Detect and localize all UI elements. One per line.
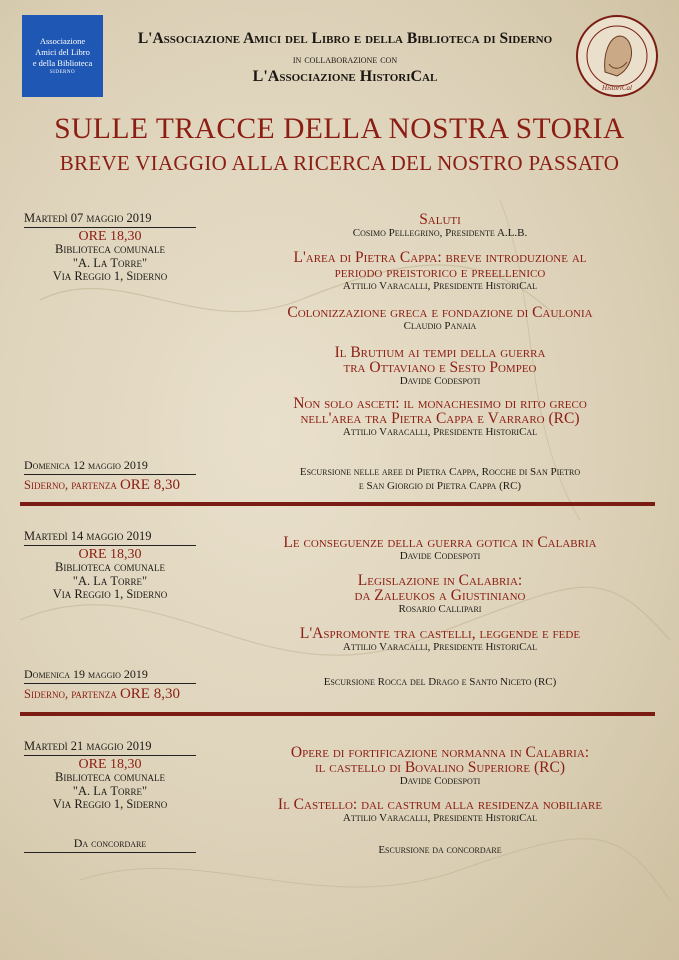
session-3-venue-1: Biblioteca comunale [55,770,165,784]
talk-4-title-1: Il Brutium ai tempi della guerra [334,344,546,361]
talk-5-speaker: Attilio Varacalli, Presidente HistoriCal [342,426,538,438]
excursion-3-desc-1: Escursione da concordare [378,844,502,856]
talk-9-title-1: Opere di fortificazione normanna in Calabria: [290,744,590,761]
session-1-venue-3: Via Reggio 1, Siderno [52,269,168,283]
session-2-time: ORE 18,30 [78,546,142,562]
talk-5-title-1: Non solo asceti: il monachesimo di rito greco [293,395,587,412]
talk-7 [210,573,670,616]
talk-6-speaker: Davide Codespoti [399,550,481,562]
session-2-venue-1: Biblioteca comunale [55,560,165,574]
session-1-time: ORE 18,30 [78,228,142,244]
poster-subtitle: BREVE VIAGGIO ALLA RICERCA DEL NOSTRO PASSATO [59,151,620,175]
talk-4-title-2: tra Ottaviano e Sesto Pompeo [343,359,537,376]
excursion-1-time: ORE 8,30 [119,477,180,493]
session-2-info [24,530,196,602]
talk-3-title: Colonizzazione greca e fondazione di Caulonia [287,304,593,321]
logo-line-1: Associazione [39,36,86,46]
session-2-venue-2: "A. La Torre" [72,573,148,588]
talk-1 [210,212,670,240]
section-divider-1 [20,502,655,506]
talk-4 [210,345,670,388]
excursion-3-info [24,836,196,855]
session-2-date: Martedì 14 maggio 2019 [24,530,196,546]
excursion-3-date: Da concordare [24,836,196,853]
session-3-venue-2: "A. La Torre" [72,783,148,798]
excursion-2-place: Siderno, partenza [24,687,117,701]
talk-10 [210,797,670,825]
talk-3 [210,305,670,333]
logo-line-2: Amici del Libro [35,47,90,57]
logo-line-3: e della Biblioteca [32,58,93,68]
talk-7-title-2: da Zaleukos a Giustiniano [354,587,526,604]
svg-text:HistoriCal: HistoriCal [602,84,632,92]
header-line-2: in collaborazione con [292,52,398,66]
excursion-1-desc-2: e San Giorgio di Pietra Cappa (RC) [358,480,522,492]
excursion-2-desc [210,675,670,689]
session-1-date: Martedì 07 maggio 2019 [24,212,196,228]
talk-4-speaker: Davide Codespoti [399,375,481,387]
excursion-1-desc [210,465,670,493]
session-2-venue-3: Via Reggio 1, Siderno [52,587,168,601]
excursion-1-date: Domenica 12 maggio 2019 [24,458,196,475]
section-divider-2 [20,712,655,716]
talk-2-title-2: periodo preistorico e preellenico [334,264,546,281]
header-line-1: L'Associazione Amici del Libro e della Biblioteca di Siderno [137,30,553,47]
alb-logo [22,15,103,97]
excursion-2-info [24,667,196,703]
header-line-3: L'Associazione HistoriCal [252,68,438,85]
excursion-2-date: Domenica 19 maggio 2019 [24,667,196,684]
talk-1-title: Saluti [419,211,461,228]
talk-5-title-2: nell'area tra Pietra Cappa e Varraro (RC) [300,410,580,427]
talk-9 [210,745,670,788]
talk-7-speaker: Rosario Callipari [398,603,482,615]
excursion-1-place: Siderno, partenza [24,478,117,492]
session-1-venue-2: "A. La Torre" [72,255,148,270]
talk-9-speaker: Davide Codespoti [399,775,481,787]
excursion-1-desc-1: Escursione nelle aree di Pietra Cappa, Rocche di San Pietro [299,466,581,478]
talk-2 [210,250,670,293]
talk-3-speaker: Claudio Panaia [403,320,477,332]
historical-seal-logo [575,14,659,98]
talk-10-speaker: Attilio Varacalli, Presidente HistoriCal [342,812,538,824]
excursion-2-desc-1: Escursione Rocca del Drago e Santo Niceto (RC) [323,676,557,688]
session-1-venue-1: Biblioteca comunale [55,242,165,256]
logo-line-4: SIDERNO [49,70,76,75]
session-3-time: ORE 18,30 [78,756,142,772]
talk-5 [210,396,670,439]
talk-6 [210,535,670,563]
talk-9-title-2: il castello di Bovalino Superiore (RC) [314,759,565,776]
talk-2-speaker: Attilio Varacalli, Presidente HistoriCal [342,280,538,292]
talk-8-title: L'Aspromonte tra castelli, leggende e fede [299,625,581,642]
excursion-1-info [24,458,196,494]
talk-8 [210,626,670,654]
talk-2-title-1: L'area di Pietra Cappa: breve introduzione al [293,249,587,266]
talk-10-title: Il Castello: dal castrum alla residenza nobiliare [277,796,603,813]
session-1-info [24,212,196,284]
session-3-info [24,740,196,812]
session-3-date: Martedì 21 maggio 2019 [24,740,196,756]
excursion-3-desc [210,843,670,857]
talk-8-speaker: Attilio Varacalli, Presidente HistoriCal [342,641,538,653]
session-3-venue-3: Via Reggio 1, Siderno [52,797,168,811]
excursion-2-time: ORE 8,30 [119,686,180,702]
talk-1-speaker: Cosimo Pellegrino, Presidente A.L.B. [352,227,528,239]
poster-title: SULLE TRACCE DELLA NOSTRA STORIA [54,113,625,145]
talk-7-title-1: Legislazione in Calabria: [357,572,523,589]
talk-6-title: Le conseguenze della guerra gotica in Calabria [283,534,597,551]
